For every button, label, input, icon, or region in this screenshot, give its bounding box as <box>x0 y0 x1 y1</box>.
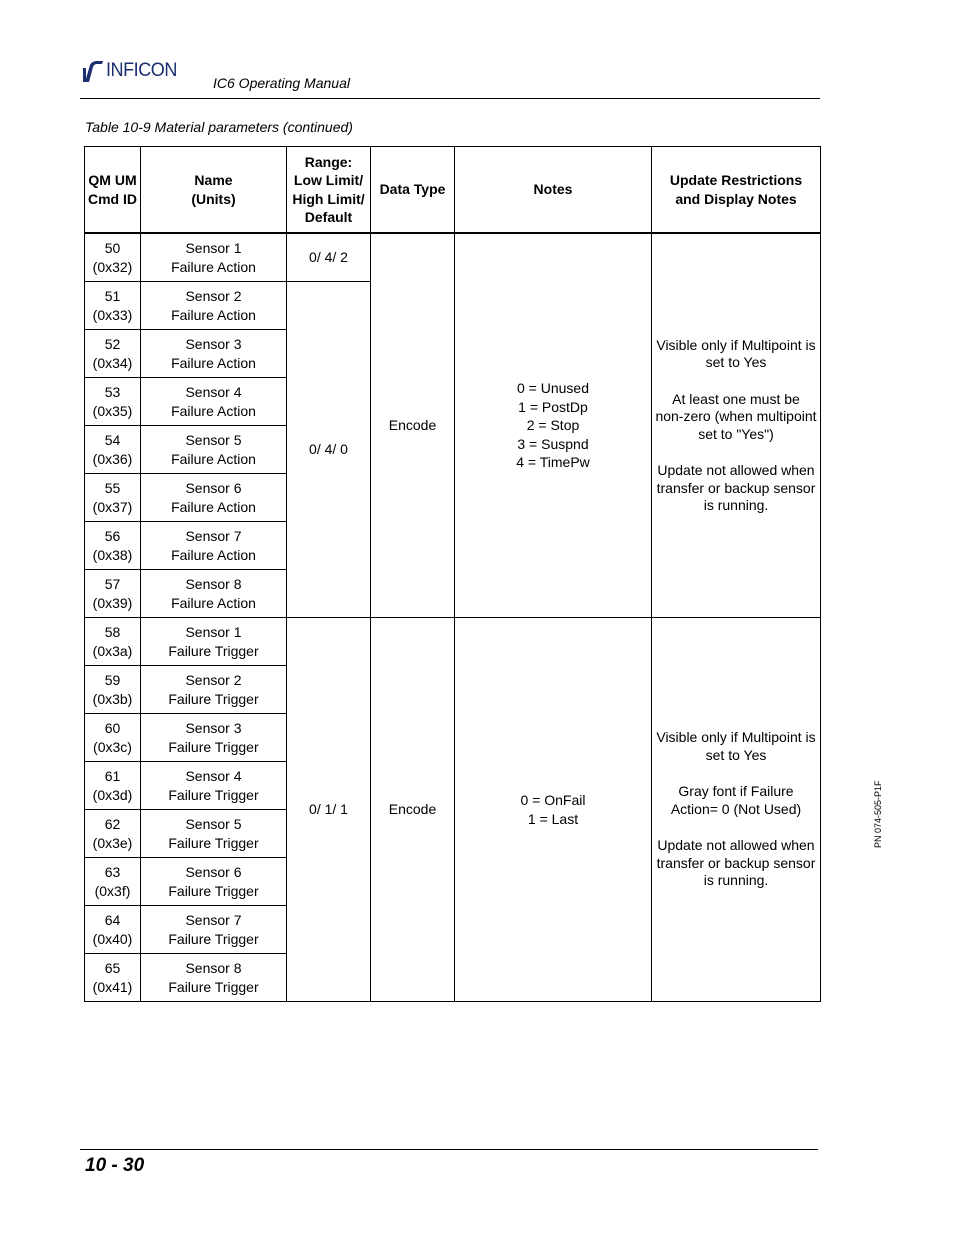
header-notes: Notes <box>455 147 652 234</box>
cmd-id-cell: 54 (0x36) <box>85 426 141 474</box>
name-cell: Sensor 7 Failure Trigger <box>141 906 287 954</box>
header-data-type: Data Type <box>371 147 455 234</box>
name-cell: Sensor 7 Failure Action <box>141 522 287 570</box>
range-cell: 0/ 1/ 1 <box>287 618 371 1002</box>
range-cell: 0/ 4/ 0 <box>287 282 371 618</box>
cmd-id-cell: 63 (0x3f) <box>85 858 141 906</box>
cmd-id-cell: 53 (0x35) <box>85 378 141 426</box>
cmd-id-cell: 55 (0x37) <box>85 474 141 522</box>
name-cell: Sensor 5 Failure Trigger <box>141 810 287 858</box>
cmd-id-cell: 62 (0x3e) <box>85 810 141 858</box>
page-number: 10 - 30 <box>85 1155 145 1176</box>
brand-name: INFICON <box>106 60 177 81</box>
inficon-logo-mark-icon <box>82 59 104 83</box>
name-cell: Sensor 2 Failure Trigger <box>141 666 287 714</box>
name-cell: Sensor 1 Failure Action <box>141 233 287 282</box>
header-name: Name (Units) <box>141 147 287 234</box>
cmd-id-cell: 51 (0x33) <box>85 282 141 330</box>
data-type-cell: Encode <box>371 618 455 1002</box>
manual-title: IC6 Operating Manual <box>213 75 350 91</box>
range-cell: 0/ 4/ 2 <box>287 233 371 282</box>
name-cell: Sensor 3 Failure Action <box>141 330 287 378</box>
restrictions-cell: Visible only if Multipoint is set to Yes Gray font if Failure Action= 0 (Not Used) Update not allowed when transfer or backup sensor is running. <box>652 618 821 1002</box>
cmd-id-cell: 60 (0x3c) <box>85 714 141 762</box>
name-cell: Sensor 4 Failure Action <box>141 378 287 426</box>
cmd-id-cell: 64 (0x40) <box>85 906 141 954</box>
name-cell: Sensor 3 Failure Trigger <box>141 714 287 762</box>
name-cell: Sensor 5 Failure Action <box>141 426 287 474</box>
table-row <box>85 618 821 666</box>
cmd-id-cell: 50 (0x32) <box>85 233 141 282</box>
cmd-id-cell: 52 (0x34) <box>85 330 141 378</box>
name-cell: Sensor 2 Failure Action <box>141 282 287 330</box>
table-header-row <box>85 147 821 234</box>
data-type-cell: Encode <box>371 233 455 618</box>
cmd-id-cell: 57 (0x39) <box>85 570 141 618</box>
part-number: PN 074-505-P1F <box>873 780 883 848</box>
header-restrictions: Update Restrictions and Display Notes <box>652 147 821 234</box>
name-cell: Sensor 6 Failure Action <box>141 474 287 522</box>
notes-cell: 0 = Unused 1 = PostDp 2 = Stop 3 = Suspnd 4 = TimePw <box>455 233 652 618</box>
restrictions-cell: Visible only if Multipoint is set to Yes At least one must be non-zero (when multipoint set to "Yes") Update not allowed when transfer or backup sensor is running. <box>652 233 821 618</box>
cmd-id-cell: 61 (0x3d) <box>85 762 141 810</box>
cmd-id-cell: 58 (0x3a) <box>85 618 141 666</box>
footer-rule <box>80 1149 818 1150</box>
name-cell: Sensor 8 Failure Trigger <box>141 954 287 1002</box>
name-cell: Sensor 1 Failure Trigger <box>141 618 287 666</box>
cmd-id-cell: 59 (0x3b) <box>85 666 141 714</box>
table-row <box>85 233 821 282</box>
name-cell: Sensor 4 Failure Trigger <box>141 762 287 810</box>
cmd-id-cell: 65 (0x41) <box>85 954 141 1002</box>
table-caption: Table 10-9 Material parameters (continued) <box>85 119 353 135</box>
name-cell: Sensor 8 Failure Action <box>141 570 287 618</box>
notes-cell: 0 = OnFail 1 = Last <box>455 618 652 1002</box>
material-parameters-table <box>84 146 821 1002</box>
header-cmd-id: QM UM Cmd ID <box>85 147 141 234</box>
header-range: Range: Low Limit/ High Limit/ Default <box>287 147 371 234</box>
inficon-logo <box>82 58 181 84</box>
name-cell: Sensor 6 Failure Trigger <box>141 858 287 906</box>
cmd-id-cell: 56 (0x38) <box>85 522 141 570</box>
header-rule <box>80 98 820 99</box>
